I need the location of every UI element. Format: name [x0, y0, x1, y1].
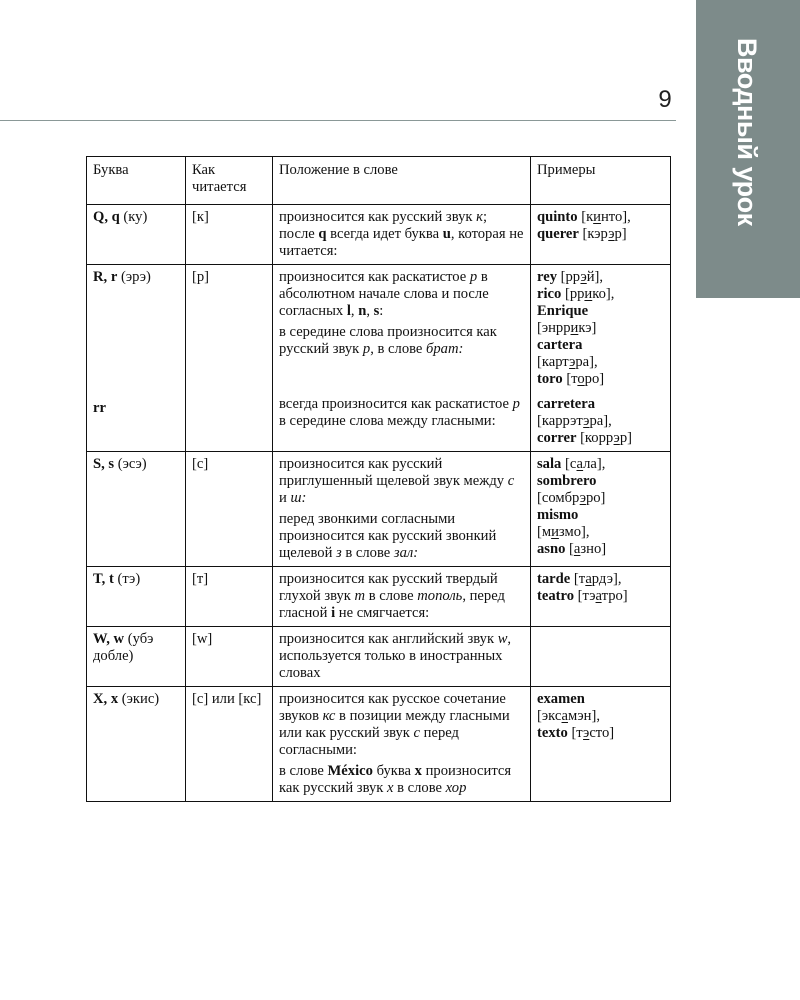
position-cell — [273, 627, 531, 687]
example-line: querer [кэрэр] — [537, 226, 627, 242]
letter-cell: T, t (тэ) — [87, 567, 186, 627]
position-paragraph: произносится как русское сочетание звуков кс в позиции между гласными или как русский звук с перед согласными: — [279, 691, 510, 758]
example-line: [каррэтэра], — [537, 413, 612, 429]
example-line: toro [торо] — [537, 371, 605, 387]
example-line: asno [азно] — [537, 541, 607, 557]
letter-cell: W, w (убэ добле) — [87, 627, 186, 687]
header-rule — [0, 120, 676, 121]
reading-cell: [р] — [186, 265, 273, 393]
table-row — [87, 687, 671, 802]
example-line: sala [сала], — [537, 456, 606, 472]
letter-cell: R, r (эрэ) — [87, 265, 186, 393]
example-line: teatro [тэатро] — [537, 588, 628, 604]
side-tab — [696, 0, 800, 298]
reading-cell: [с] или [кс] — [186, 687, 273, 802]
letter-cell: Q, q (ку) — [87, 205, 186, 265]
header-reading: Как читается — [186, 157, 273, 205]
position-paragraph: в слове México буква x произносится как русский звук х в слове хор — [279, 763, 512, 796]
examples-cell — [531, 392, 671, 452]
reading-cell — [186, 392, 273, 452]
position-paragraph: всегда произносится как раскатистое р в середине слова между гласными: — [279, 396, 520, 429]
reading-cell: [с] — [186, 452, 273, 567]
example-line: [энррикэ] — [537, 320, 597, 336]
table-row — [87, 265, 671, 393]
example-line: quinto [кинто], — [537, 209, 631, 225]
example-line: cartera — [537, 337, 583, 353]
position-paragraph: произносится как русский твердый глухой звук т в слове тополь, перед гласной i не смягчается: — [279, 571, 505, 621]
example-line: [сомбрэро] — [537, 490, 606, 506]
position-paragraph: в середине слова произносится как русский звук р, в слове брат: — [279, 324, 497, 357]
example-line: mismo — [537, 507, 579, 523]
examples-cell — [531, 627, 671, 687]
example-line: rey [ррэй], — [537, 269, 604, 285]
example-line: rico [ррико], — [537, 286, 615, 302]
header-letter: Буква — [87, 157, 186, 205]
table-row — [87, 205, 671, 265]
examples-cell — [531, 687, 671, 802]
example-line: tarde [тардэ], — [537, 571, 622, 587]
position-paragraph: перед звонкими согласными произносится как русский звонкий щелевой з в слове зал: — [279, 511, 497, 561]
reading-cell: [w] — [186, 627, 273, 687]
position-paragraph: произносится как раскатистое р в абсолютном начале слова и после согласных l, n, s: — [279, 269, 489, 319]
letter-cell: X, x (экис) — [87, 687, 186, 802]
example-line: [мизмо], — [537, 524, 590, 540]
position-cell — [273, 687, 531, 802]
position-cell — [273, 452, 531, 567]
reading-cell: [т] — [186, 567, 273, 627]
example-line: correr [коррэр] — [537, 430, 632, 446]
side-tab-label: Вводный урок — [732, 38, 762, 226]
example-line: [эксамэн], — [537, 708, 600, 724]
letter-cell: S, s (эсэ) — [87, 452, 186, 567]
table-row — [87, 627, 671, 687]
position-paragraph: произносится как русский приглушенный щелевой звук между с и ш: — [279, 456, 515, 506]
letter-cell: rr — [87, 392, 186, 452]
table-row — [87, 392, 671, 452]
examples-cell — [531, 265, 671, 393]
position-paragraph: произносится как английский звук w, используется только в иностранных словах — [279, 631, 512, 681]
page-number: 9 — [658, 86, 672, 113]
position-cell — [273, 205, 531, 265]
header-position: Положение в слове — [273, 157, 531, 205]
examples-cell — [531, 205, 671, 265]
example-line: [картэра], — [537, 354, 598, 370]
position-cell — [273, 392, 531, 452]
examples-cell — [531, 567, 671, 627]
table-header-row — [87, 157, 671, 205]
table-row — [87, 567, 671, 627]
example-line: sombrero — [537, 473, 597, 489]
reading-cell: [к] — [186, 205, 273, 265]
example-line: texto [тэсто] — [537, 725, 615, 741]
position-paragraph: произносится как русский звук к; после q всегда идет буква u, которая не читается: — [279, 209, 524, 259]
table-row — [87, 452, 671, 567]
position-cell — [273, 265, 531, 393]
header-examples: Примеры — [531, 157, 671, 205]
example-line: Enrique — [537, 303, 589, 319]
example-line: carretera — [537, 396, 596, 412]
position-cell — [273, 567, 531, 627]
examples-cell — [531, 452, 671, 567]
pronunciation-table — [86, 156, 671, 802]
table-body — [87, 205, 671, 802]
example-line: examen — [537, 691, 585, 707]
